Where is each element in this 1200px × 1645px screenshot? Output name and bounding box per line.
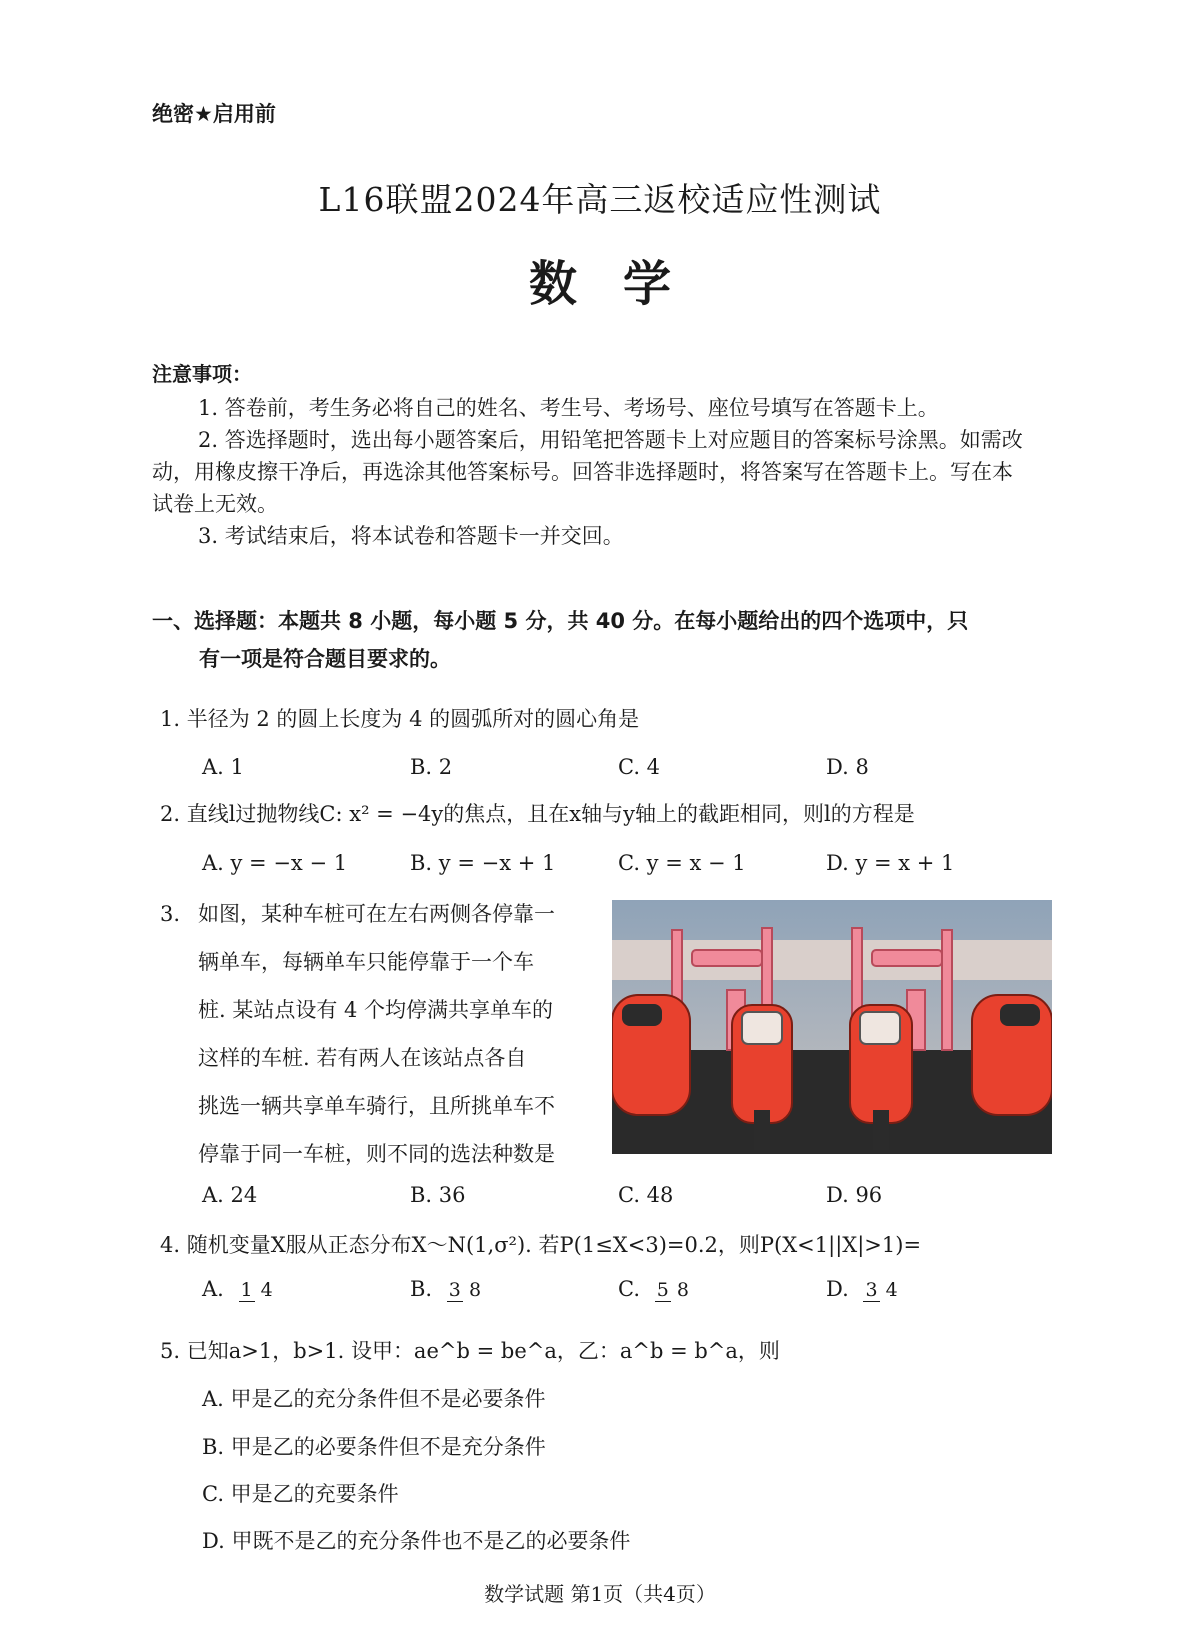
q4-option-a-numerator: 1 bbox=[240, 1279, 253, 1301]
q4-option-d bbox=[826, 1274, 1034, 1304]
question-3-stem bbox=[160, 890, 600, 1178]
page-footer: 数学试题 第1页（共4页） bbox=[484, 1582, 716, 1606]
q3-line-1: 如图，某种车桩可在左右两侧各停靠一 bbox=[198, 902, 555, 926]
q4-option-b-letter: B. bbox=[410, 1277, 433, 1301]
q4-option-c-numerator: 5 bbox=[656, 1279, 669, 1301]
notice-heading: 注意事项： bbox=[152, 362, 252, 386]
section-heading bbox=[152, 602, 1052, 678]
q4-option-b-denominator: 8 bbox=[468, 1279, 482, 1301]
q4-option-c bbox=[618, 1274, 826, 1304]
q3-line-5: 挑选一辆共享单车骑行，且所挑单车不 bbox=[198, 1094, 555, 1118]
q3-line-4: 这样的车桩. 若有两人在该站点各自 bbox=[198, 1046, 527, 1070]
q4-option-a bbox=[202, 1274, 410, 1304]
q4-option-d-denominator: 4 bbox=[885, 1279, 898, 1301]
question-3-options bbox=[202, 1180, 1042, 1210]
q4-option-c-letter: C. bbox=[618, 1277, 640, 1301]
notice-item-2: 2. 答选择题时，选出每小题答案后，用铅笔把答题卡上对应题目的答案标号涂黑。如需改动，用橡皮擦干净后，再选涂其他答案标号。回答非选择题时，将答案写在答题卡上。写在本试卷上无效。 bbox=[152, 428, 1023, 516]
q3-option-a: A. 24 bbox=[202, 1183, 258, 1207]
subject-title: 数学 bbox=[528, 256, 717, 312]
question-4-options bbox=[202, 1274, 1042, 1304]
q4-option-d-letter: D. bbox=[826, 1277, 849, 1301]
exam-title: L16联盟2024年高三返校适应性测试 bbox=[318, 180, 882, 219]
question-2-options bbox=[202, 848, 1042, 878]
q3-option-b: B. 36 bbox=[410, 1183, 466, 1207]
q1-option-a: A. 1 bbox=[202, 755, 244, 779]
bike-dock-photo bbox=[612, 900, 1052, 1154]
q4-option-a-fraction bbox=[239, 1279, 273, 1302]
q4-option-c-fraction bbox=[655, 1279, 689, 1302]
question-5-stem: 5. 已知a>1，b>1. 设甲：ae^b = be^a，乙：a^b = b^a，则 bbox=[160, 1339, 780, 1363]
q3-line-2: 辆单车，每辆单车只能停靠于一个车 bbox=[198, 950, 534, 974]
q4-option-a-denominator: 4 bbox=[260, 1279, 273, 1301]
q4-option-c-denominator: 8 bbox=[676, 1279, 689, 1301]
q2-option-d: D. y = x + 1 bbox=[826, 851, 955, 875]
question-1-stem: 1. 半径为 2 的圆上长度为 4 的圆弧所对的圆心角是 bbox=[160, 707, 640, 731]
q5-option-a: A. 甲是乙的充分条件但不是必要条件 bbox=[202, 1387, 546, 1411]
q4-option-b-fraction bbox=[447, 1279, 481, 1302]
q3-option-d: D. 96 bbox=[826, 1183, 883, 1207]
q1-option-b: B. 2 bbox=[410, 755, 453, 779]
notice-item-3: 3. 考试结束后，将本试卷和答题卡一并交回。 bbox=[198, 524, 624, 548]
q4-option-d-fraction bbox=[863, 1279, 897, 1302]
q3-option-c: C. 48 bbox=[618, 1183, 674, 1207]
confidential-mark: 绝密★启用前 bbox=[152, 102, 276, 126]
q4-option-b bbox=[410, 1274, 618, 1304]
q4-option-d-numerator: 3 bbox=[865, 1279, 878, 1301]
q2-option-c: C. y = x − 1 bbox=[618, 851, 746, 875]
q3-number: 3. bbox=[160, 902, 181, 926]
q3-line-3: 桩. 某站点设有 4 个均停满共享单车的 bbox=[198, 998, 554, 1022]
section-heading-line1: 一、选择题：本题共 8 小题，每小题 5 分，共 40 分。在每小题给出的四个选项中，只 bbox=[152, 609, 969, 633]
question-2-stem: 2. 直线l过抛物线C: x² = −4y的焦点，且在x轴与y轴上的截距相同，则l的方程是 bbox=[160, 802, 915, 826]
q5-option-d: D. 甲既不是乙的充分条件也不是乙的必要条件 bbox=[202, 1529, 631, 1553]
q3-line-6: 停靠于同一车桩，则不同的选法种数是 bbox=[198, 1142, 555, 1166]
bike-dock-illustration bbox=[612, 900, 1052, 1154]
q2-option-b: B. y = −x + 1 bbox=[410, 851, 556, 875]
notice-item-1: 1. 答卷前，考生务必将自己的姓名、考生号、考场号、座位号填写在答题卡上。 bbox=[198, 396, 939, 420]
q4-option-b-numerator: 3 bbox=[448, 1279, 461, 1301]
section-heading-line2: 有一项是符合题目要求的。 bbox=[199, 647, 451, 671]
question-1-options bbox=[202, 752, 1042, 782]
q4-option-a-letter: A. bbox=[202, 1277, 224, 1301]
q5-option-c: C. 甲是乙的充要条件 bbox=[202, 1482, 399, 1506]
q5-option-b: B. 甲是乙的必要条件但不是充分条件 bbox=[202, 1435, 546, 1459]
q1-option-d: D. 8 bbox=[826, 755, 869, 779]
q2-option-a: A. y = −x − 1 bbox=[202, 851, 348, 875]
q1-option-c: C. 4 bbox=[618, 755, 661, 779]
question-4-stem: 4. 随机变量X服从正态分布X～N(1,σ²). 若P(1≤X<3)=0.2，则P(X<1||X|>1)= bbox=[160, 1233, 922, 1257]
